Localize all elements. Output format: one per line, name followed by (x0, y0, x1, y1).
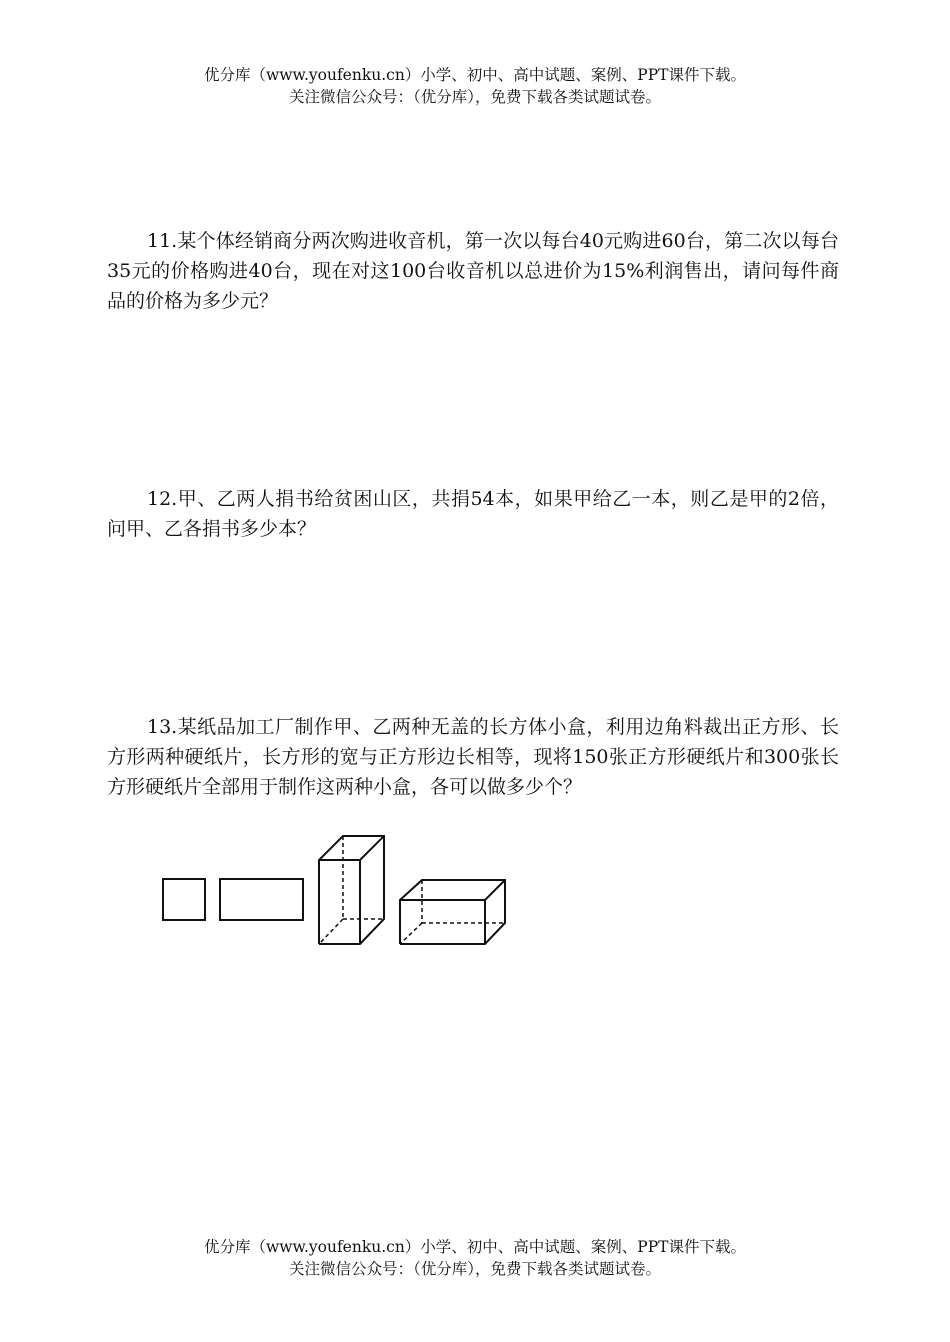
flat-box (400, 880, 505, 944)
question-12: 12.甲、乙两人捐书给贫困山区，共捐54本，如果甲给乙一本，则乙是甲的2倍，问甲、乙各捐书多少本？ (107, 488, 839, 540)
footer-line-1: 优分库（www.youfenku.cn）小学、初中、高中试题、案例、PPT课件下载。 (203, 1238, 747, 1256)
page-header (0, 64, 950, 108)
page-footer (0, 1236, 950, 1280)
footer-line-2: 关注微信公众号：（优分库），免费下载各类试题试卷。 (288, 1260, 661, 1278)
header-line-1: 优分库（www.youfenku.cn）小学、初中、高中试题、案例、PPT课件下载。 (203, 66, 747, 84)
box-figures (150, 828, 520, 954)
header-line-2: 关注微信公众号：（优分库），免费下载各类试题试卷。 (288, 88, 661, 106)
question-13: 13.某纸品加工厂制作甲、乙两种无盖的长方体小盒，利用边角料裁出正方形、长方形两种硬纸片，长方形的宽与正方形边长相等，现将150张正方形硬纸片和300张长方形硬纸片全部用于制作这两种小盒，各可以做多少个？ (107, 716, 839, 798)
tall-box (319, 836, 384, 944)
square-card (163, 879, 205, 920)
question-11: 11.某个体经销商分两次购进收音机，第一次以每台40元购进60台，第二次以每台35元的价格购进40台，现在对这100台收音机以总进价为15%利润售出，请问每件商品的价格为多少元？ (107, 230, 839, 312)
rectangle-card (220, 879, 303, 920)
